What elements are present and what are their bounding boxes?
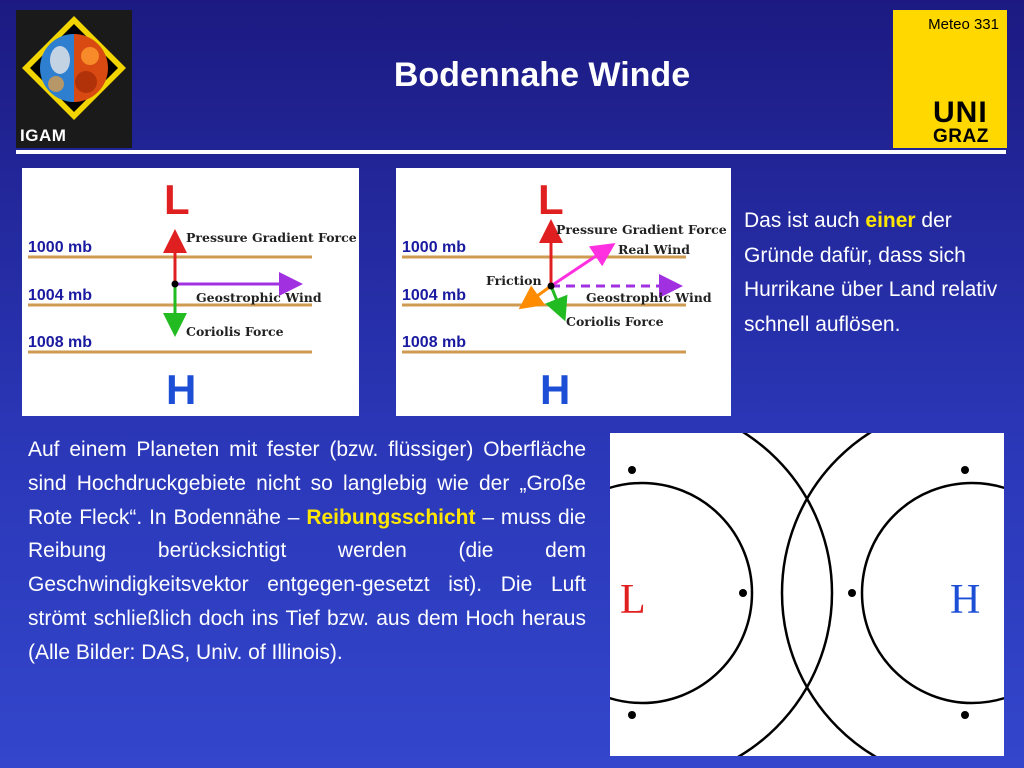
main-explanation-text: [28, 433, 586, 670]
high-pressure-label: H: [166, 366, 197, 413]
air-parcel-dot: [628, 711, 636, 719]
igam-logo: [16, 10, 132, 148]
high-pressure-label: H: [540, 366, 571, 413]
pressure-systems-svg: [610, 433, 1004, 756]
pgf-label: Pressure Gradient Force: [556, 222, 727, 237]
isobar-label: 1004 mb: [28, 287, 93, 304]
inner-isobar-high: [862, 483, 1004, 703]
page-title: Bodennahe Winde: [393, 56, 691, 94]
air-parcel-dot: [548, 283, 555, 290]
side-text-part2: der Gründe dafür, dass sich Hurrikane über Land relativ schnell auflösen.: [744, 209, 998, 336]
geostrophic-diagram-svg: [22, 168, 359, 416]
high-pressure-label: H: [950, 577, 981, 623]
air-parcel-dot: [961, 711, 969, 719]
coriolis-label: Coriolis Force: [186, 324, 284, 339]
friction-arrow: [526, 286, 551, 304]
coriolis-label: Coriolis Force: [566, 314, 664, 329]
friction-label: Friction: [486, 273, 542, 288]
geostrophic-wind-label: Geostrophic Wind: [586, 290, 712, 305]
isobar-label: 1004 mb: [402, 287, 467, 304]
igam-label: IGAM: [20, 126, 67, 145]
real-wind-label: Real Wind: [618, 242, 690, 257]
main-text-part1: Auf einem Planeten mit fester (bzw. flüssiger) Oberfläche sind Hochdruckgebiete nicht so langlebig wie der „Große Rote Fleck“. In Bodennähe –: [28, 438, 586, 529]
side-explanation-text: [744, 204, 1014, 342]
low-pressure-label: L: [164, 176, 190, 223]
coriolis-arrow: [551, 286, 562, 313]
isobar-label: 1008 mb: [402, 334, 467, 351]
real-wind-arrow: [551, 248, 608, 286]
geostrophic-wind-label: Geostrophic Wind: [196, 290, 322, 305]
isobar-label: 1000 mb: [402, 239, 467, 256]
pgf-label: Pressure Gradient Force: [186, 230, 357, 245]
friction-diagram-svg: [396, 168, 731, 416]
geostrophic-diagram: [22, 168, 359, 416]
isobar-label: 1008 mb: [28, 334, 93, 351]
side-text-part1: Das ist auch: [744, 209, 866, 232]
uni-graz-logo: [893, 10, 1007, 148]
air-parcel-dot: [739, 589, 747, 597]
low-pressure-label: L: [538, 176, 564, 223]
air-parcel-dot: [628, 466, 636, 474]
friction-diagram: [396, 168, 731, 416]
main-text-part2: – muss die Reibung berücksichtigt werden (die dem Geschwindigkeitsvektor entgegen-gesetzt ist). Die Luft strömt schließlich doch ins Tief bzw. aus dem Hoch heraus (Alle Bilder: DAS, Univ. of Illinois).: [28, 505, 586, 664]
main-text-highlight: Reibungsschicht: [306, 505, 476, 529]
header-divider: [16, 150, 1006, 154]
course-label: Meteo 331: [928, 16, 999, 33]
side-text-highlight: einer: [865, 209, 916, 232]
isobar-label: 1000 mb: [28, 239, 93, 256]
air-parcel-dot: [172, 281, 179, 288]
air-parcel-dot: [961, 466, 969, 474]
logo-graz-text: GRAZ: [933, 126, 989, 147]
air-parcel-dot: [848, 589, 856, 597]
pressure-systems-diagram: [610, 433, 1004, 756]
low-pressure-label: L: [620, 577, 646, 623]
logo-uni-text: UNI: [933, 96, 988, 129]
